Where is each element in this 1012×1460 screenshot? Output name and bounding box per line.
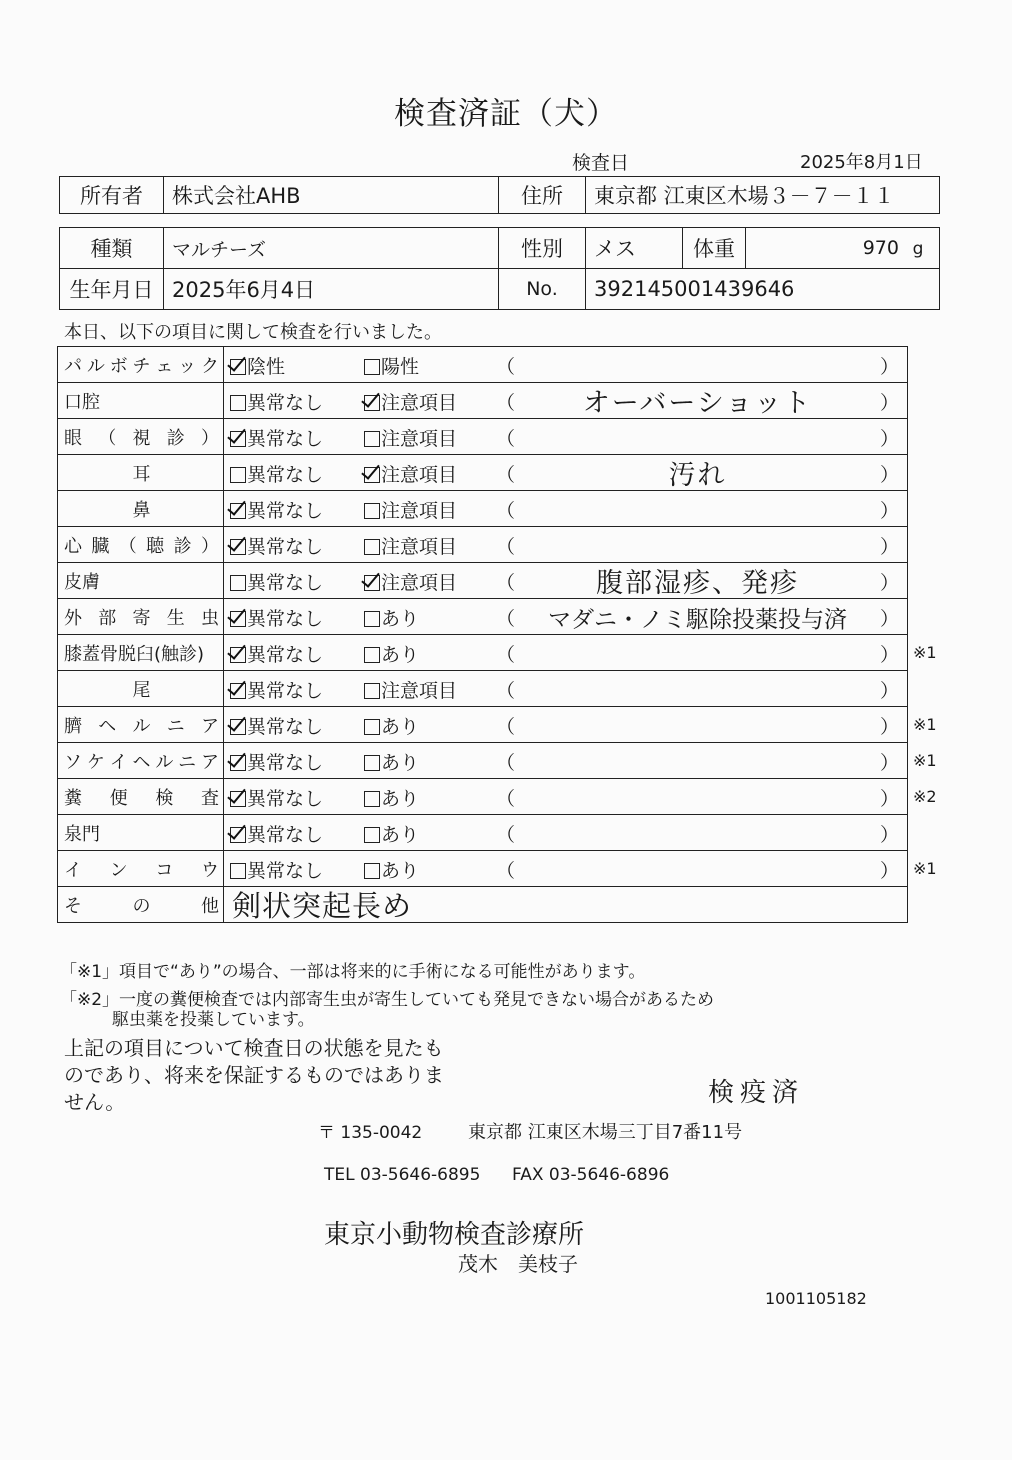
- other-row: [58, 887, 908, 923]
- check-item-char: ヘ: [98, 715, 117, 737]
- check-item-char: 査: [200, 787, 219, 809]
- option-2-label: あり: [381, 644, 420, 666]
- birth-value: 2025年6月4日: [164, 269, 499, 310]
- option-2-label: 注意項目: [381, 392, 458, 414]
- check-item-char: 臍: [64, 715, 82, 737]
- breed-label: 種類: [60, 228, 164, 269]
- checkbox-icon[interactable]: [364, 395, 380, 411]
- check-note: オーバーショット: [582, 388, 813, 419]
- check-item-cell: [58, 383, 224, 419]
- check-item-cell: [58, 635, 224, 671]
- check-note: 腹部湿疹、発疹: [596, 568, 799, 599]
- check-item-char: （: [118, 535, 137, 557]
- check-item-cell: [58, 671, 224, 707]
- check-item-text: 尾: [132, 679, 151, 701]
- paren-open: （: [496, 536, 516, 558]
- check-item-cell: [58, 851, 224, 887]
- check-item-char: ク: [200, 355, 219, 377]
- check-item-char: コ: [155, 859, 174, 881]
- paren-close: ）: [879, 572, 899, 594]
- address-value: 東京都 江東区木場３－７－１１: [586, 177, 940, 214]
- check-item-label: [58, 712, 223, 738]
- check-options-cell: [224, 455, 908, 491]
- option-1-label: 異常なし: [247, 824, 324, 846]
- clinic-tel: TEL 03-5646-6895: [324, 1165, 481, 1185]
- paren-open: （: [496, 464, 516, 486]
- option-2[interactable]: [364, 712, 419, 739]
- option-2-label: 注意項目: [381, 536, 458, 558]
- check-options-cell: [224, 383, 908, 419]
- option-1[interactable]: [230, 748, 323, 775]
- option-2-label: あり: [381, 608, 420, 630]
- paren-close: ）: [879, 392, 899, 414]
- checkbox-icon[interactable]: [230, 863, 246, 879]
- clinic-postal: 〒 135-0042: [318, 1123, 423, 1143]
- check-item-label: [58, 424, 223, 450]
- option-1-label: 陰性: [247, 356, 286, 378]
- checkbox-icon[interactable]: [230, 611, 246, 627]
- paren-open: （: [496, 392, 516, 414]
- option-2-label: あり: [381, 788, 420, 810]
- check-item-char: ン: [109, 859, 128, 881]
- check-item-char: ニ: [166, 715, 185, 737]
- no-label: No.: [499, 269, 586, 310]
- option-2-label: 注意項目: [381, 500, 458, 522]
- check-item-cell: [58, 779, 224, 815]
- option-2[interactable]: [364, 388, 457, 415]
- option-1[interactable]: [230, 820, 323, 847]
- check-note: 汚れ: [668, 460, 727, 491]
- option-2[interactable]: [364, 352, 419, 379]
- clinic-name: 東京小動物検査診療所: [324, 1220, 585, 1250]
- checkbox-icon[interactable]: [364, 467, 380, 483]
- paren-close: ）: [879, 464, 899, 486]
- check-row: [58, 707, 908, 743]
- check-row: [58, 779, 908, 815]
- checkbox-icon[interactable]: [230, 647, 246, 663]
- exam-date-label: 検査日: [572, 152, 630, 174]
- vet-name: 茂木 美枝子: [458, 1252, 578, 1276]
- option-2[interactable]: [364, 784, 419, 811]
- option-1[interactable]: [230, 424, 323, 451]
- option-2-label: 注意項目: [381, 428, 458, 450]
- check-item-text: 膝蓋骨脱臼(触診): [64, 643, 205, 665]
- check-item-text: 皮膚: [64, 571, 100, 593]
- option-2[interactable]: [364, 568, 457, 595]
- checkbox-icon[interactable]: [230, 431, 246, 447]
- check-item-cell: [58, 419, 224, 455]
- check-item-label: [58, 460, 223, 486]
- checkbox-icon[interactable]: [364, 359, 380, 375]
- option-1-label: 異常なし: [247, 716, 324, 738]
- check-item-label: [58, 784, 223, 810]
- other-label-char: そ: [64, 895, 82, 917]
- check-row: [58, 527, 908, 563]
- other-label-cell: [58, 887, 224, 923]
- check-item-char: ソ: [64, 751, 82, 773]
- check-item-char: チ: [132, 355, 151, 377]
- check-item-char: 外: [64, 607, 82, 629]
- weight-cell: [746, 228, 940, 269]
- footnote-2-line1: 「※2」一度の糞便検査では内部寄生虫が寄生していても発見できない場合があるため: [60, 990, 715, 1010]
- exam-date-value: 2025年8月1日: [800, 152, 923, 173]
- disclaimer: 上記の項目について検査日の状態を見たものであり、将来を保証するものではありません。: [64, 1036, 444, 1114]
- option-2[interactable]: [364, 460, 457, 487]
- check-row: [58, 347, 908, 383]
- checkbox-icon[interactable]: [230, 827, 246, 843]
- check-row: [58, 851, 908, 887]
- check-item-label: [58, 676, 223, 702]
- check-item-char: ケ: [86, 751, 105, 773]
- option-2-label: あり: [381, 860, 420, 882]
- check-item-text: 鼻: [132, 499, 151, 521]
- paren-close: ）: [879, 536, 899, 558]
- check-item-char: （: [98, 427, 117, 449]
- checkbox-icon[interactable]: [230, 359, 246, 375]
- option-1-label: 異常なし: [247, 428, 324, 450]
- option-2-label: 注意項目: [381, 572, 458, 594]
- paren-open: （: [496, 572, 516, 594]
- checkbox-icon[interactable]: [364, 683, 380, 699]
- option-1[interactable]: [230, 388, 323, 415]
- check-item-text: 口腔: [64, 391, 100, 413]
- option-1-label: 異常なし: [247, 572, 324, 594]
- check-item-char: イ: [109, 751, 128, 773]
- option-2[interactable]: [364, 496, 457, 523]
- check-options-cell: [224, 563, 908, 599]
- sex-label: 性別: [499, 228, 586, 269]
- weight-value: 970: [862, 237, 899, 259]
- check-item-cell: [58, 563, 224, 599]
- option-1-label: 異常なし: [247, 464, 324, 486]
- check-item-char: 糞: [64, 787, 82, 809]
- check-options-cell: [224, 707, 908, 743]
- check-options-cell: [224, 347, 908, 383]
- check-options-cell: [224, 419, 908, 455]
- other-label-char: 他: [201, 895, 219, 917]
- option-1[interactable]: [230, 568, 323, 595]
- check-row: [58, 455, 908, 491]
- check-item-char: ル: [132, 715, 151, 737]
- checkbox-icon[interactable]: [364, 611, 380, 627]
- check-item-text: 耳: [132, 463, 151, 485]
- check-item-char: ボ: [109, 355, 128, 377]
- checkbox-icon[interactable]: [364, 755, 380, 771]
- checkbox-icon[interactable]: [364, 863, 380, 879]
- check-item-char: 虫: [201, 607, 219, 629]
- check-item-label: [58, 568, 223, 594]
- check-item-cell: [58, 527, 224, 563]
- option-1[interactable]: [230, 352, 285, 379]
- document-id: 1001105182: [765, 1289, 867, 1308]
- option-2-label: あり: [381, 716, 420, 738]
- check-item-char: ア: [200, 751, 219, 773]
- check-item-char: 便: [109, 787, 128, 809]
- weight-unit: g: [912, 239, 924, 259]
- option-1[interactable]: [230, 496, 323, 523]
- check-item-label: [58, 532, 223, 558]
- checkbox-icon[interactable]: [364, 791, 380, 807]
- checkbox-icon[interactable]: [364, 827, 380, 843]
- page-title: 検査済証（犬）: [394, 96, 618, 132]
- option-1-label: 異常なし: [247, 860, 324, 882]
- option-2[interactable]: [364, 532, 457, 559]
- paren-close: ）: [879, 680, 899, 702]
- footnote-mark: ※1: [913, 715, 937, 734]
- check-row: [58, 599, 908, 635]
- check-item-text: 泉門: [64, 823, 100, 845]
- check-item-label: [58, 388, 223, 414]
- option-1[interactable]: [230, 640, 323, 667]
- option-2-label: あり: [381, 824, 420, 846]
- checkbox-icon[interactable]: [230, 467, 246, 483]
- option-1[interactable]: [230, 712, 323, 739]
- checkbox-icon[interactable]: [364, 575, 380, 591]
- paren-open: （: [496, 860, 516, 882]
- check-options-cell: [224, 743, 908, 779]
- footnote-mark: ※1: [913, 643, 937, 662]
- check-row: [58, 671, 908, 707]
- check-item-label: [58, 640, 223, 666]
- option-2[interactable]: [364, 604, 419, 631]
- checkbox-icon[interactable]: [364, 431, 380, 447]
- check-item-char: 生: [166, 607, 185, 629]
- paren-open: （: [496, 788, 516, 810]
- option-1-label: 異常なし: [247, 608, 324, 630]
- check-item-char: ）: [201, 427, 219, 449]
- check-item-cell: [58, 815, 224, 851]
- option-1[interactable]: [230, 604, 323, 631]
- check-item-char: ェ: [155, 355, 174, 377]
- check-item-label: [58, 604, 223, 630]
- checkbox-icon[interactable]: [230, 395, 246, 411]
- option-2[interactable]: [364, 424, 457, 451]
- option-1[interactable]: [230, 532, 323, 559]
- paren-close: ）: [879, 752, 899, 774]
- checkbox-icon[interactable]: [364, 539, 380, 555]
- paren-open: （: [496, 680, 516, 702]
- check-item-char: ）: [200, 535, 219, 557]
- check-item-label: [58, 496, 223, 522]
- sex-value: メス: [586, 228, 683, 269]
- birth-label: 生年月日: [60, 269, 164, 310]
- paren-close: ）: [879, 824, 899, 846]
- check-item-char: パ: [64, 355, 82, 377]
- check-item-char: 寄: [132, 607, 151, 629]
- check-row: [58, 743, 908, 779]
- check-row: [58, 491, 908, 527]
- check-item-char: 眼: [64, 427, 82, 449]
- option-1[interactable]: [230, 784, 323, 811]
- option-2[interactable]: [364, 676, 457, 703]
- check-item-cell: [58, 707, 224, 743]
- check-row: [58, 815, 908, 851]
- paren-close: ）: [879, 356, 899, 378]
- no-value: 392145001439646: [586, 269, 940, 310]
- check-row: [58, 563, 908, 599]
- check-item-cell: [58, 743, 224, 779]
- check-item-char: 視: [132, 427, 151, 449]
- other-value-cell: [224, 887, 908, 923]
- breed-value: マルチーズ: [164, 228, 499, 269]
- check-row: [58, 419, 908, 455]
- check-item-char: 心: [64, 535, 82, 557]
- paren-open: （: [496, 608, 516, 630]
- check-item-cell: [58, 455, 224, 491]
- checks-table: [57, 346, 908, 923]
- check-row: [58, 383, 908, 419]
- checkbox-icon[interactable]: [364, 647, 380, 663]
- owner-table: [59, 176, 940, 214]
- check-item-char: ル: [86, 355, 105, 377]
- paren-open: （: [496, 500, 516, 522]
- quarantine-stamp: 検疫済: [708, 1078, 805, 1108]
- option-2-label: 注意項目: [381, 464, 458, 486]
- check-options-cell: [224, 635, 908, 671]
- paren-open: （: [496, 752, 516, 774]
- checkbox-icon[interactable]: [364, 503, 380, 519]
- check-item-label: [58, 820, 223, 846]
- check-item-label: [58, 748, 223, 774]
- check-item-char: 検: [155, 787, 174, 809]
- check-item-char: 臓: [91, 535, 110, 557]
- footnote-mark: ※2: [913, 787, 937, 806]
- option-1-label: 異常なし: [247, 500, 324, 522]
- checkbox-icon[interactable]: [230, 791, 246, 807]
- option-1-label: 異常なし: [247, 680, 324, 702]
- footnote-mark: ※1: [913, 751, 937, 770]
- check-item-label: [58, 856, 223, 882]
- clinic-address: 東京都 江東区木場三丁目7番11号: [468, 1122, 743, 1143]
- check-options-cell: [224, 491, 908, 527]
- paren-open: （: [496, 824, 516, 846]
- check-item-char: ア: [201, 715, 219, 737]
- check-item-char: ヘ: [132, 751, 151, 773]
- other-label-char: の: [132, 895, 151, 917]
- check-item-char: 部: [98, 607, 117, 629]
- check-options-cell: [224, 599, 908, 635]
- weight-label: 体重: [683, 228, 746, 269]
- checkbox-icon[interactable]: [230, 503, 246, 519]
- address-label: 住所: [499, 177, 586, 214]
- check-item-char: 聴: [146, 535, 165, 557]
- footnote-mark: ※1: [913, 859, 937, 878]
- option-1-label: 異常なし: [247, 392, 324, 414]
- check-item-char: 診: [166, 427, 185, 449]
- pet-table: [59, 227, 940, 310]
- check-item-cell: [58, 491, 224, 527]
- check-note: マダニ・ノミ駆除投薬投与済: [548, 607, 847, 633]
- check-options-cell: [224, 779, 908, 815]
- paren-open: （: [496, 716, 516, 738]
- check-options-cell: [224, 851, 908, 887]
- paren-close: ）: [879, 428, 899, 450]
- check-item-char: ニ: [178, 751, 197, 773]
- check-options-cell: [224, 671, 908, 707]
- other-label: [58, 892, 223, 918]
- option-1-label: 異常なし: [247, 752, 324, 774]
- check-options-cell: [224, 815, 908, 851]
- checkbox-icon[interactable]: [230, 755, 246, 771]
- owner-label: 所有者: [60, 177, 164, 214]
- checkbox-icon[interactable]: [230, 575, 246, 591]
- clinic-fax: FAX 03-5646-6896: [512, 1165, 670, 1185]
- option-2[interactable]: [364, 820, 419, 847]
- checkbox-icon[interactable]: [230, 683, 246, 699]
- check-row: [58, 635, 908, 671]
- owner-value: 株式会社AHB: [164, 177, 499, 214]
- paren-close: ）: [879, 644, 899, 666]
- intro-text: 本日、以下の項目に関して検査を行いました。: [64, 322, 442, 343]
- option-1[interactable]: [230, 856, 323, 883]
- option-1-label: 異常なし: [247, 788, 324, 810]
- check-item-char: ウ: [200, 859, 219, 881]
- checkbox-icon[interactable]: [364, 719, 380, 735]
- checkbox-icon[interactable]: [230, 539, 246, 555]
- check-item-cell: [58, 347, 224, 383]
- option-2-label: 注意項目: [381, 680, 458, 702]
- paren-close: ）: [879, 716, 899, 738]
- paren-close: ）: [879, 788, 899, 810]
- paren-close: ）: [879, 860, 899, 882]
- check-options-cell: [224, 527, 908, 563]
- option-2-label: あり: [381, 752, 420, 774]
- option-1-label: 異常なし: [247, 644, 324, 666]
- check-item-cell: [58, 599, 224, 635]
- check-item-char: ル: [155, 751, 174, 773]
- paren-open: （: [496, 356, 516, 378]
- checkbox-icon[interactable]: [230, 719, 246, 735]
- paren-open: （: [496, 644, 516, 666]
- option-1[interactable]: [230, 460, 323, 487]
- check-item-char: イ: [64, 859, 82, 881]
- footnote-2-line2: 駆虫薬を投薬しています。: [112, 1010, 315, 1030]
- check-item-label: [58, 352, 223, 378]
- check-item-char: ッ: [178, 355, 197, 377]
- paren-open: （: [496, 428, 516, 450]
- option-2[interactable]: [364, 856, 419, 883]
- option-1[interactable]: [230, 676, 323, 703]
- other-value: 剣状突起長め: [232, 889, 413, 923]
- check-item-char: 診: [173, 535, 192, 557]
- paren-close: ）: [879, 500, 899, 522]
- option-2[interactable]: [364, 748, 419, 775]
- paren-close: ）: [879, 608, 899, 630]
- footnote-1: 「※1」項目で“あり”の場合、一部は将来的に手術になる可能性があります。: [60, 962, 646, 982]
- option-2[interactable]: [364, 640, 419, 667]
- option-1-label: 異常なし: [247, 536, 324, 558]
- option-2-label: 陽性: [381, 356, 420, 378]
